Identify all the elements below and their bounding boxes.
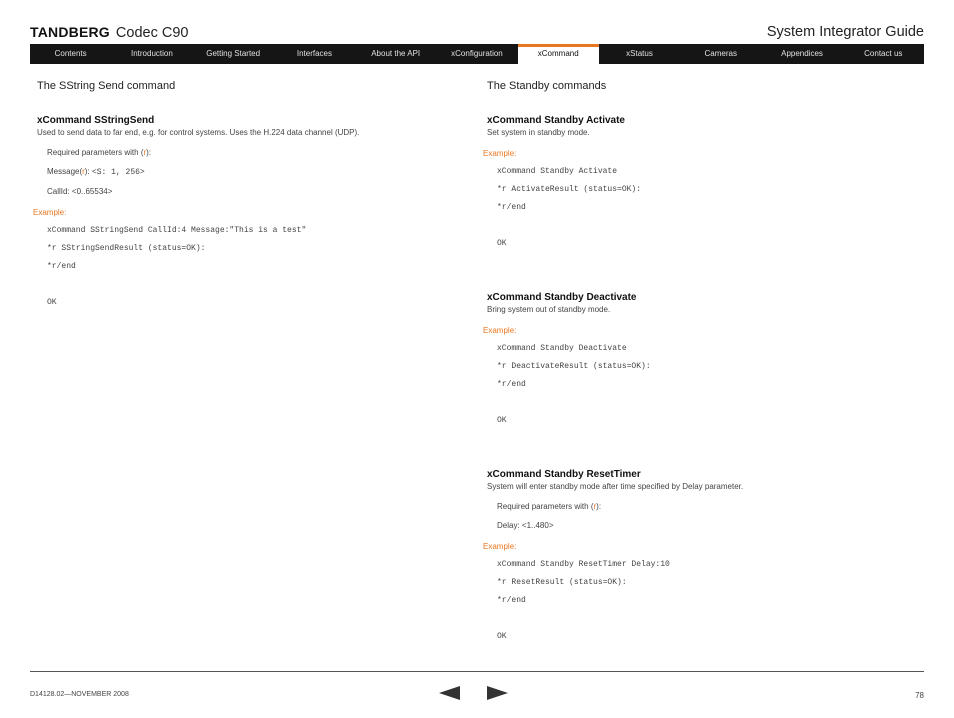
right-column xyxy=(483,80,907,685)
param-message-after: ): xyxy=(84,167,92,176)
tab-appendices[interactable]: Appendices xyxy=(781,49,823,58)
param-message-marker: r xyxy=(82,167,85,176)
code-line: *r/end xyxy=(47,262,76,271)
code-line: *r SStringSendResult (status=OK): xyxy=(47,244,206,253)
code-line-ok: OK xyxy=(497,416,507,425)
required-params-note xyxy=(497,502,907,511)
required-prefix: Required parameters with ( xyxy=(497,502,594,511)
section-title-sstring: The SString Send command xyxy=(37,80,176,92)
cmd-title-standby-activate: xCommand Standby Activate xyxy=(487,115,625,126)
required-params-note xyxy=(47,148,457,157)
cmd-title-standby-resettimer: xCommand Standby ResetTimer xyxy=(487,469,641,480)
nav-bar xyxy=(30,44,924,64)
page-header xyxy=(30,24,924,44)
example-label: Example: xyxy=(483,149,517,158)
cmd-block-standby-deactivate xyxy=(483,292,907,425)
code-line: xCommand Standby Activate xyxy=(497,167,618,176)
cmd-desc-standby-deactivate: Bring system out of standby mode. xyxy=(487,305,611,314)
code-line: *r/end xyxy=(497,380,526,389)
cmd-title-standby-deactivate: xCommand Standby Deactivate xyxy=(487,292,637,303)
code-line-ok: OK xyxy=(47,298,57,307)
tab-xconfiguration[interactable]: xConfiguration xyxy=(451,49,503,58)
tab-getting-started[interactable]: Getting Started xyxy=(206,49,261,58)
tab-introduction[interactable]: Introduction xyxy=(130,49,173,58)
code-line-ok: OK xyxy=(497,632,507,641)
guide-title: System Integrator Guide xyxy=(766,24,924,40)
param-message-value: <S: 1, 256> xyxy=(91,168,145,177)
cmd-desc-sstringsend: Used to send data to far end, e.g. for control systems. Uses the H.224 data channel (UDP). xyxy=(37,128,360,137)
code-line: xCommand Standby Deactivate xyxy=(497,344,627,353)
cmd-block-standby-resettimer xyxy=(483,469,907,641)
code-line-ok: OK xyxy=(497,239,507,248)
example-label: Example: xyxy=(483,326,517,335)
code-line: *r DeactivateResult (status=OK): xyxy=(497,362,651,371)
required-prefix: Required parameters with ( xyxy=(47,148,144,157)
brand-logo: TANDBERG xyxy=(30,24,110,40)
required-suffix: ): xyxy=(146,148,152,157)
previous-page-arrow-icon[interactable] xyxy=(439,686,460,700)
cmd-desc-standby-activate: Set system in standby mode. xyxy=(487,128,590,137)
required-suffix: ): xyxy=(596,502,602,511)
section-title-standby: The Standby commands xyxy=(487,80,607,92)
example-label: Example: xyxy=(33,208,67,217)
code-line: xCommand SStringSend CallId:4 Message:"This is a test" xyxy=(47,226,307,235)
tab-xstatus[interactable]: xStatus xyxy=(626,49,653,58)
cmd-block-standby-activate xyxy=(483,115,907,248)
example-label: Example: xyxy=(483,542,517,551)
code-line: *r ActivateResult (status=OK): xyxy=(497,185,642,194)
next-page-arrow-icon[interactable] xyxy=(487,686,508,700)
document-id: D14128.02—NOVEMBER 2008 xyxy=(30,691,129,698)
param-callid: CallId: <0..65534> xyxy=(47,187,113,196)
tab-contact-us[interactable]: Contact us xyxy=(864,49,903,58)
logo xyxy=(30,24,188,41)
param-message xyxy=(47,167,457,177)
param-delay: Delay: <1..480> xyxy=(497,521,554,530)
tab-about-the-api[interactable]: About the API xyxy=(371,49,421,58)
tab-contents[interactable]: Contents xyxy=(54,49,87,58)
param-message-name: Message( xyxy=(47,167,83,176)
code-line: xCommand Standby ResetTimer Delay:10 xyxy=(497,560,670,569)
footer-divider xyxy=(30,671,924,672)
cmd-title-sstringsend: xCommand SStringSend xyxy=(37,115,155,126)
required-marker: r xyxy=(593,502,597,511)
page-number: 78 xyxy=(915,691,924,700)
tab-interfaces[interactable]: Interfaces xyxy=(296,49,332,58)
cmd-desc-standby-resettimer: System will enter standby mode after time specified by Delay parameter. xyxy=(487,482,744,491)
tab-cameras[interactable]: Cameras xyxy=(704,49,737,58)
code-line: *r/end xyxy=(497,596,526,605)
code-line: *r/end xyxy=(497,203,526,212)
code-line: *r ResetResult (status=OK): xyxy=(497,578,627,587)
required-marker: r xyxy=(143,148,147,157)
product-name: Codec C90 xyxy=(115,25,189,41)
left-column xyxy=(33,80,457,316)
tab-xcommand[interactable]: xCommand xyxy=(518,44,599,64)
